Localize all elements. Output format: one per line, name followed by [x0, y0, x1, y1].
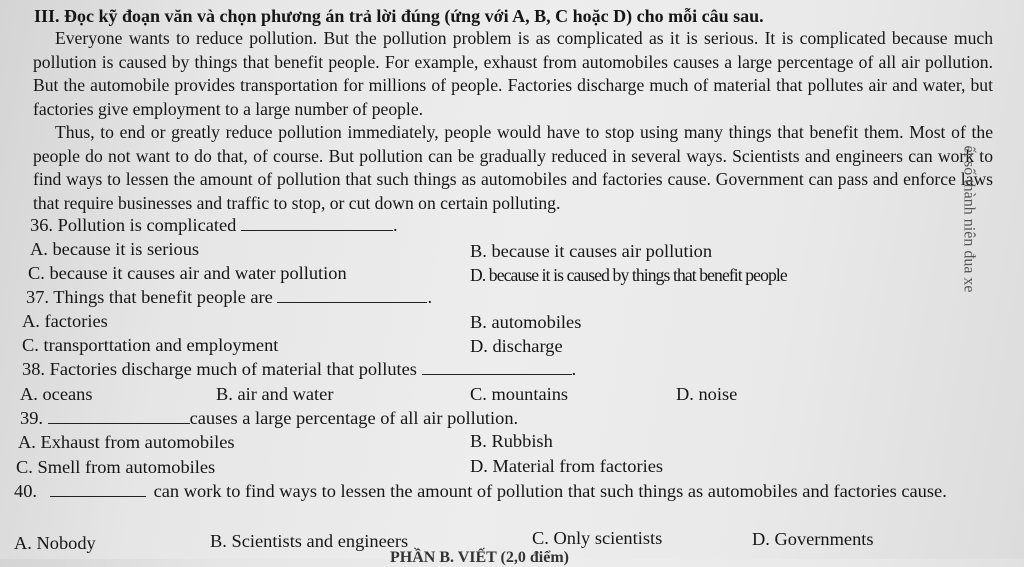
question-39-text: causes a large percentage of all air pollution. — [189, 408, 519, 428]
question-40-option-a: A. Nobody — [14, 533, 96, 553]
question-40-number: 40. — [14, 481, 37, 501]
question-39-stem — [20, 408, 518, 429]
question-39-blank — [48, 409, 190, 424]
passage-paragraph-2: Thus, to end or greatly reduce pollution immediately, people would have to stop using many things that benefit them. Most of the people do not want to do that, of course. But pollution can be gradually reduced in several ways. Scientists and engineers can work to find ways to lessen the amount of pollution that such things as automobiles and factories cause. Government can pass and enforce laws that require businesses and traffic to stop, or cut down on certain polluting. — [33, 122, 993, 213]
question-40-text: can work to find ways to lessen the amount of pollution that such things as automobiles and factories cause. — [153, 481, 947, 501]
question-37-text: 37. Things that benefit people are — [26, 287, 273, 307]
question-39-number: 39. — [20, 408, 43, 428]
question-40-stem — [14, 480, 1008, 503]
question-36-blank — [241, 216, 393, 231]
question-36-option-c: C. because it causes air and water pollution — [28, 263, 347, 283]
question-36-text: 36. Pollution is complicated — [30, 215, 237, 235]
question-40-option-b: B. Scientists and engineers — [210, 531, 409, 551]
question-36-option-b: B. because it causes air pollution — [470, 241, 713, 261]
question-40-blank — [50, 482, 146, 497]
reading-passage — [33, 27, 993, 215]
question-39-option-d: D. Material from factories — [470, 456, 664, 476]
question-38-period: . — [571, 359, 577, 379]
question-36-option-a: A. because it is serious — [30, 239, 200, 259]
question-39-option-b: B. Rubbish — [470, 431, 553, 451]
question-36-stem — [30, 215, 398, 236]
question-38-blank — [422, 360, 572, 375]
question-39-option-a: A. Exhaust from automobiles — [18, 432, 235, 452]
question-38-option-b: B. air and water — [216, 384, 334, 404]
question-38-option-d: D. noise — [676, 384, 738, 404]
section-heading: III. Đọc kỹ đoạn văn và chọn phương án trả lời đúng (ứng với A, B, C hoặc D) cho mỗi câu sau. — [34, 6, 764, 26]
question-36-period: . — [392, 215, 398, 235]
question-37-option-a: A. factories — [22, 311, 108, 331]
question-37-option-c: C. transporttation and employment — [22, 335, 279, 355]
passage-paragraph-1: Everyone wants to reduce pollution. But the pollution problem is as complicated as it is serious. It is complicated because much pollution is caused by things that benefit people. For example, exhaust from automobiles causes a large percentage of all air pollution. But the automobile provides transportation for millions of people. Factories discharge much of material that pollutes air and water, but factories give employment to a large number of people. — [33, 28, 993, 119]
question-36-option-d: D. because it is caused by things that benefit people — [470, 265, 787, 285]
question-37-blank — [277, 288, 427, 303]
question-40-option-d: D. Governments — [752, 529, 874, 549]
question-37-option-d: D. discharge — [470, 336, 563, 356]
question-40-option-c: C. Only scientists — [532, 528, 663, 548]
question-38-option-a: A. oceans — [20, 384, 93, 404]
question-37-period: . — [427, 287, 433, 307]
question-37-option-b: B. automobiles — [470, 312, 582, 332]
question-37-stem — [26, 287, 432, 308]
next-section-heading: PHẦN B. VIẾT (2,0 điểm) — [390, 549, 569, 566]
page-edge-text: ết số thành niên đua xe — [960, 145, 978, 293]
question-39-option-c: C. Smell from automobiles — [16, 457, 216, 477]
question-38-option-c: C. mountains — [470, 384, 569, 404]
question-38-stem — [22, 359, 576, 380]
question-38-text: 38. Factories discharge much of material that pollutes — [22, 359, 417, 379]
